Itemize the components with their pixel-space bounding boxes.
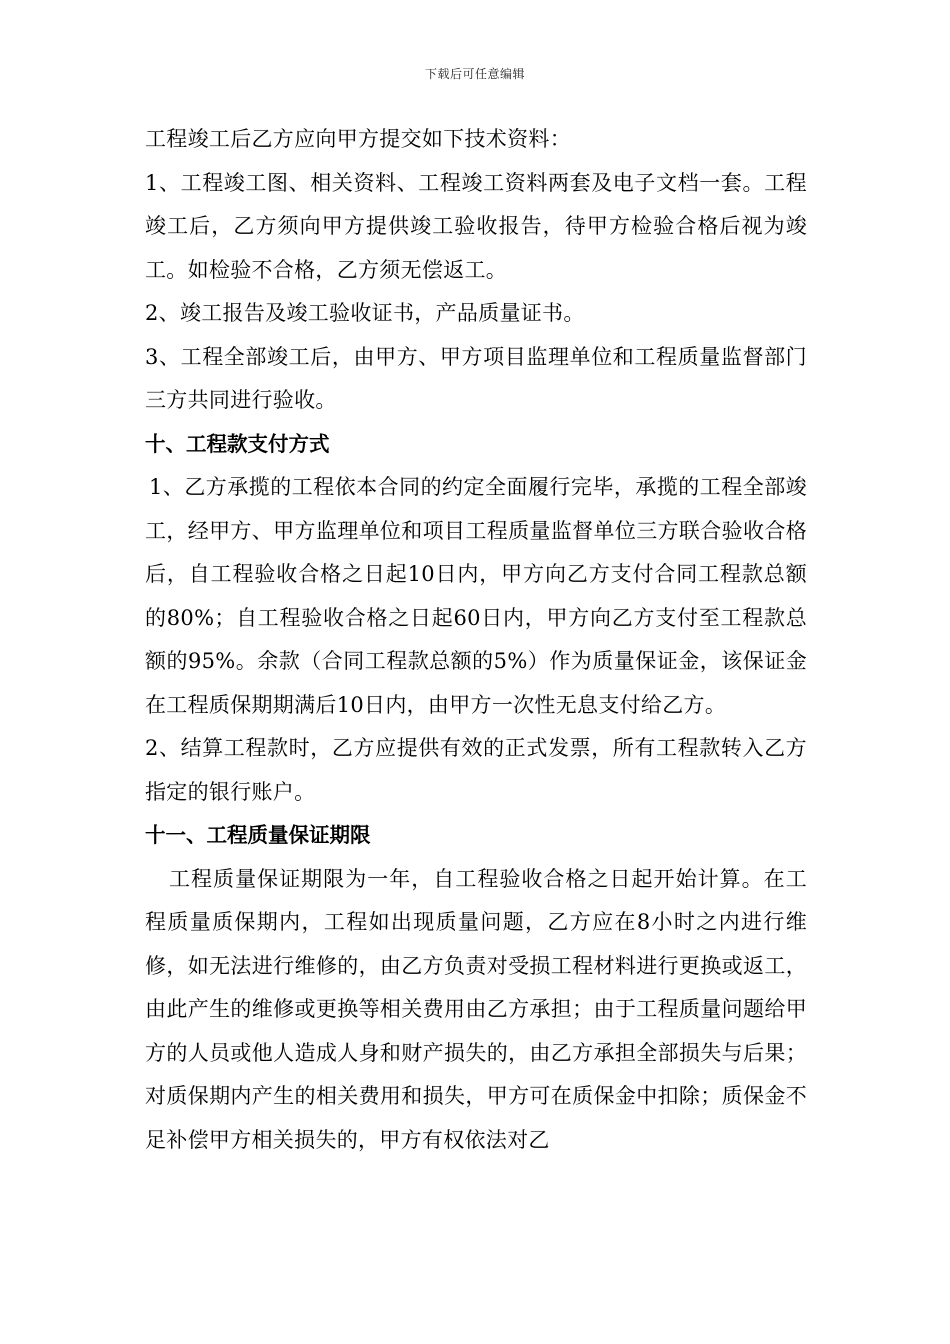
paragraph-section11: 工程质量保证期限为一年，自工程验收合格之日起开始计算。在工程质量质保期内，工程如出现质量问题，乙方应在8小时之内进行维修，如无法进行维修的，由乙方负责对受损工程材料进行更换或返工，由此产生的维修或更换等相关费用由乙方承担；由于工程质量问题给甲方的人员或他人造成人身和财产损失的，由乙方承担全部损失与后果；对质保期内产生的相关费用和损失，甲方可在质保金中扣除；质保金不足补偿甲方相关损失的，甲方有权依法对乙 — [145, 866, 807, 1152]
section-heading-11: 十一、工程质量保证期限 — [145, 823, 371, 847]
paragraph-section10-item-1: 1、乙方承揽的工程依本合同的约定全面履行完毕，承揽的工程全部竣工，经甲方、甲方监理单位和项目工程质量监督单位三方联合验收合格后，自工程验收合格之日起10日内，甲方向乙方支付合同工程款总额的80%；自工程验收合格之日起60日内，甲方向乙方支付至工程款总额的95%。余款（合同工程款总额的5%）作为质量保证金，该保证金在工程质保期期满后10日内，由甲方一次性无息支付给乙方。 — [145, 475, 807, 717]
section-heading-10: 十、工程款支付方式 — [145, 431, 330, 456]
paragraph-intro: 工程竣工后乙方应向甲方提交如下技术资料： — [145, 127, 571, 151]
page-header-note: 下载后可任意编辑 — [424, 67, 525, 81]
paragraph-section10-item-2: 2、结算工程款时，乙方应提供有效的正式发票，所有工程款转入乙方指定的银行账户。 — [145, 736, 807, 804]
paragraph-item-1: 1、工程竣工图、相关资料、工程竣工资料两套及电子文档一套。工程竣工后，乙方须向甲方提供竣工验收报告，待甲方检验合格后视为竣工。如检验不合格，乙方须无偿返工。 — [145, 170, 807, 282]
document-body — [145, 118, 807, 1162]
paragraph-item-3: 3、工程全部竣工后，由甲方、甲方项目监理单位和工程质量监督部门三方共同进行验收。 — [145, 344, 807, 412]
paragraph-item-2: 2、竣工报告及竣工验收证书，产品质量证书。 — [145, 301, 585, 325]
